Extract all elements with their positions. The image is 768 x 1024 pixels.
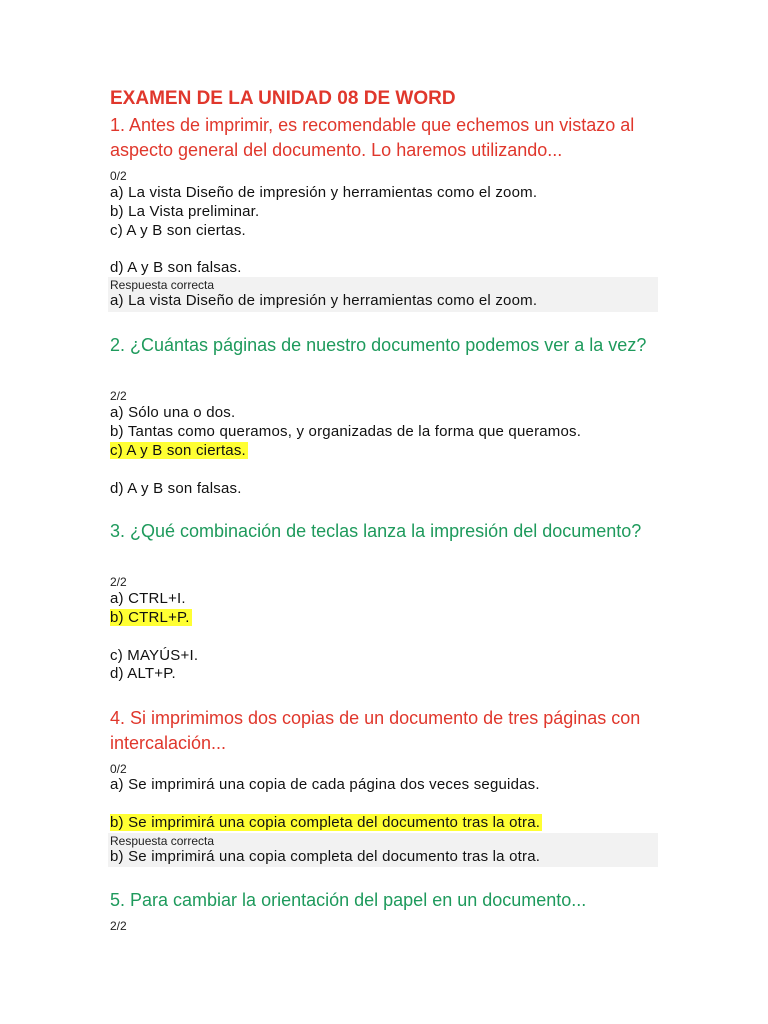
question-1-option-b: b) La Vista preliminar.: [110, 203, 260, 220]
question-5-score: 2/2: [110, 919, 127, 933]
correct-answer-text: b) Se imprimirá una copia completa del documento tras la otra.: [110, 848, 541, 865]
question-2-title: 2. ¿Cuántas páginas de nuestro documento podemos ver a la vez?: [110, 335, 647, 355]
question-2-option-a: a) Sólo una o dos.: [110, 404, 236, 421]
question-4-score: 0/2: [110, 762, 127, 776]
question-3-option-d: d) ALT+P.: [110, 665, 176, 682]
question-2-selected-answer: c) A y B son ciertas.: [110, 442, 246, 459]
question-3-option-c: c) MAYÚS+I.: [110, 647, 199, 664]
question-3-score: 2/2: [110, 575, 127, 589]
question-5-title: 5. Para cambiar la orientación del papel en un documento...: [110, 890, 587, 910]
correct-answer-label: Respuesta correcta: [110, 278, 215, 292]
question-1-option-a: a) La vista Diseño de impresión y herramientas como el zoom.: [110, 184, 538, 201]
question-2-option-c: [110, 442, 248, 459]
question-2-score: 2/2: [110, 389, 127, 403]
question-1-correct-answer-box: [108, 277, 658, 312]
question-2-option-d: d) A y B son falsas.: [110, 480, 242, 497]
question-1-title: 1. Antes de imprimir, es recomendable que echemos un vistazo al aspecto general del documento. Lo haremos utilizando...: [110, 115, 635, 160]
question-4-correct-answer-box: [108, 833, 658, 867]
correct-answer-label: Respuesta correcta: [110, 834, 215, 848]
question-3-option-a: a) CTRL+I.: [110, 590, 186, 607]
question-1-score: 0/2: [110, 169, 127, 183]
exam-title: EXAMEN DE LA UNIDAD 08 DE WORD: [110, 88, 456, 109]
question-4-selected-answer: b) Se imprimirá una copia completa del documento tras la otra.: [110, 814, 541, 831]
question-1-option-d: d) A y B son falsas.: [110, 259, 242, 276]
correct-answer-text: a) La vista Diseño de impresión y herramientas como el zoom.: [110, 292, 538, 309]
question-3-option-b: [110, 609, 192, 626]
question-4-option-b: [110, 814, 542, 831]
question-4-option-a: a) Se imprimirá una copia de cada página dos veces seguidas.: [110, 776, 540, 793]
question-2-option-b: b) Tantas como queramos, y organizadas de la forma que queramos.: [110, 423, 582, 440]
question-1-option-c: c) A y B son ciertas.: [110, 222, 246, 239]
question-4-title: 4. Si imprimimos dos copias de un documento de tres páginas con intercalación...: [110, 708, 641, 753]
question-3-title: 3. ¿Qué combinación de teclas lanza la impresión del documento?: [110, 521, 642, 541]
question-3-selected-answer: b) CTRL+P.: [110, 609, 190, 626]
